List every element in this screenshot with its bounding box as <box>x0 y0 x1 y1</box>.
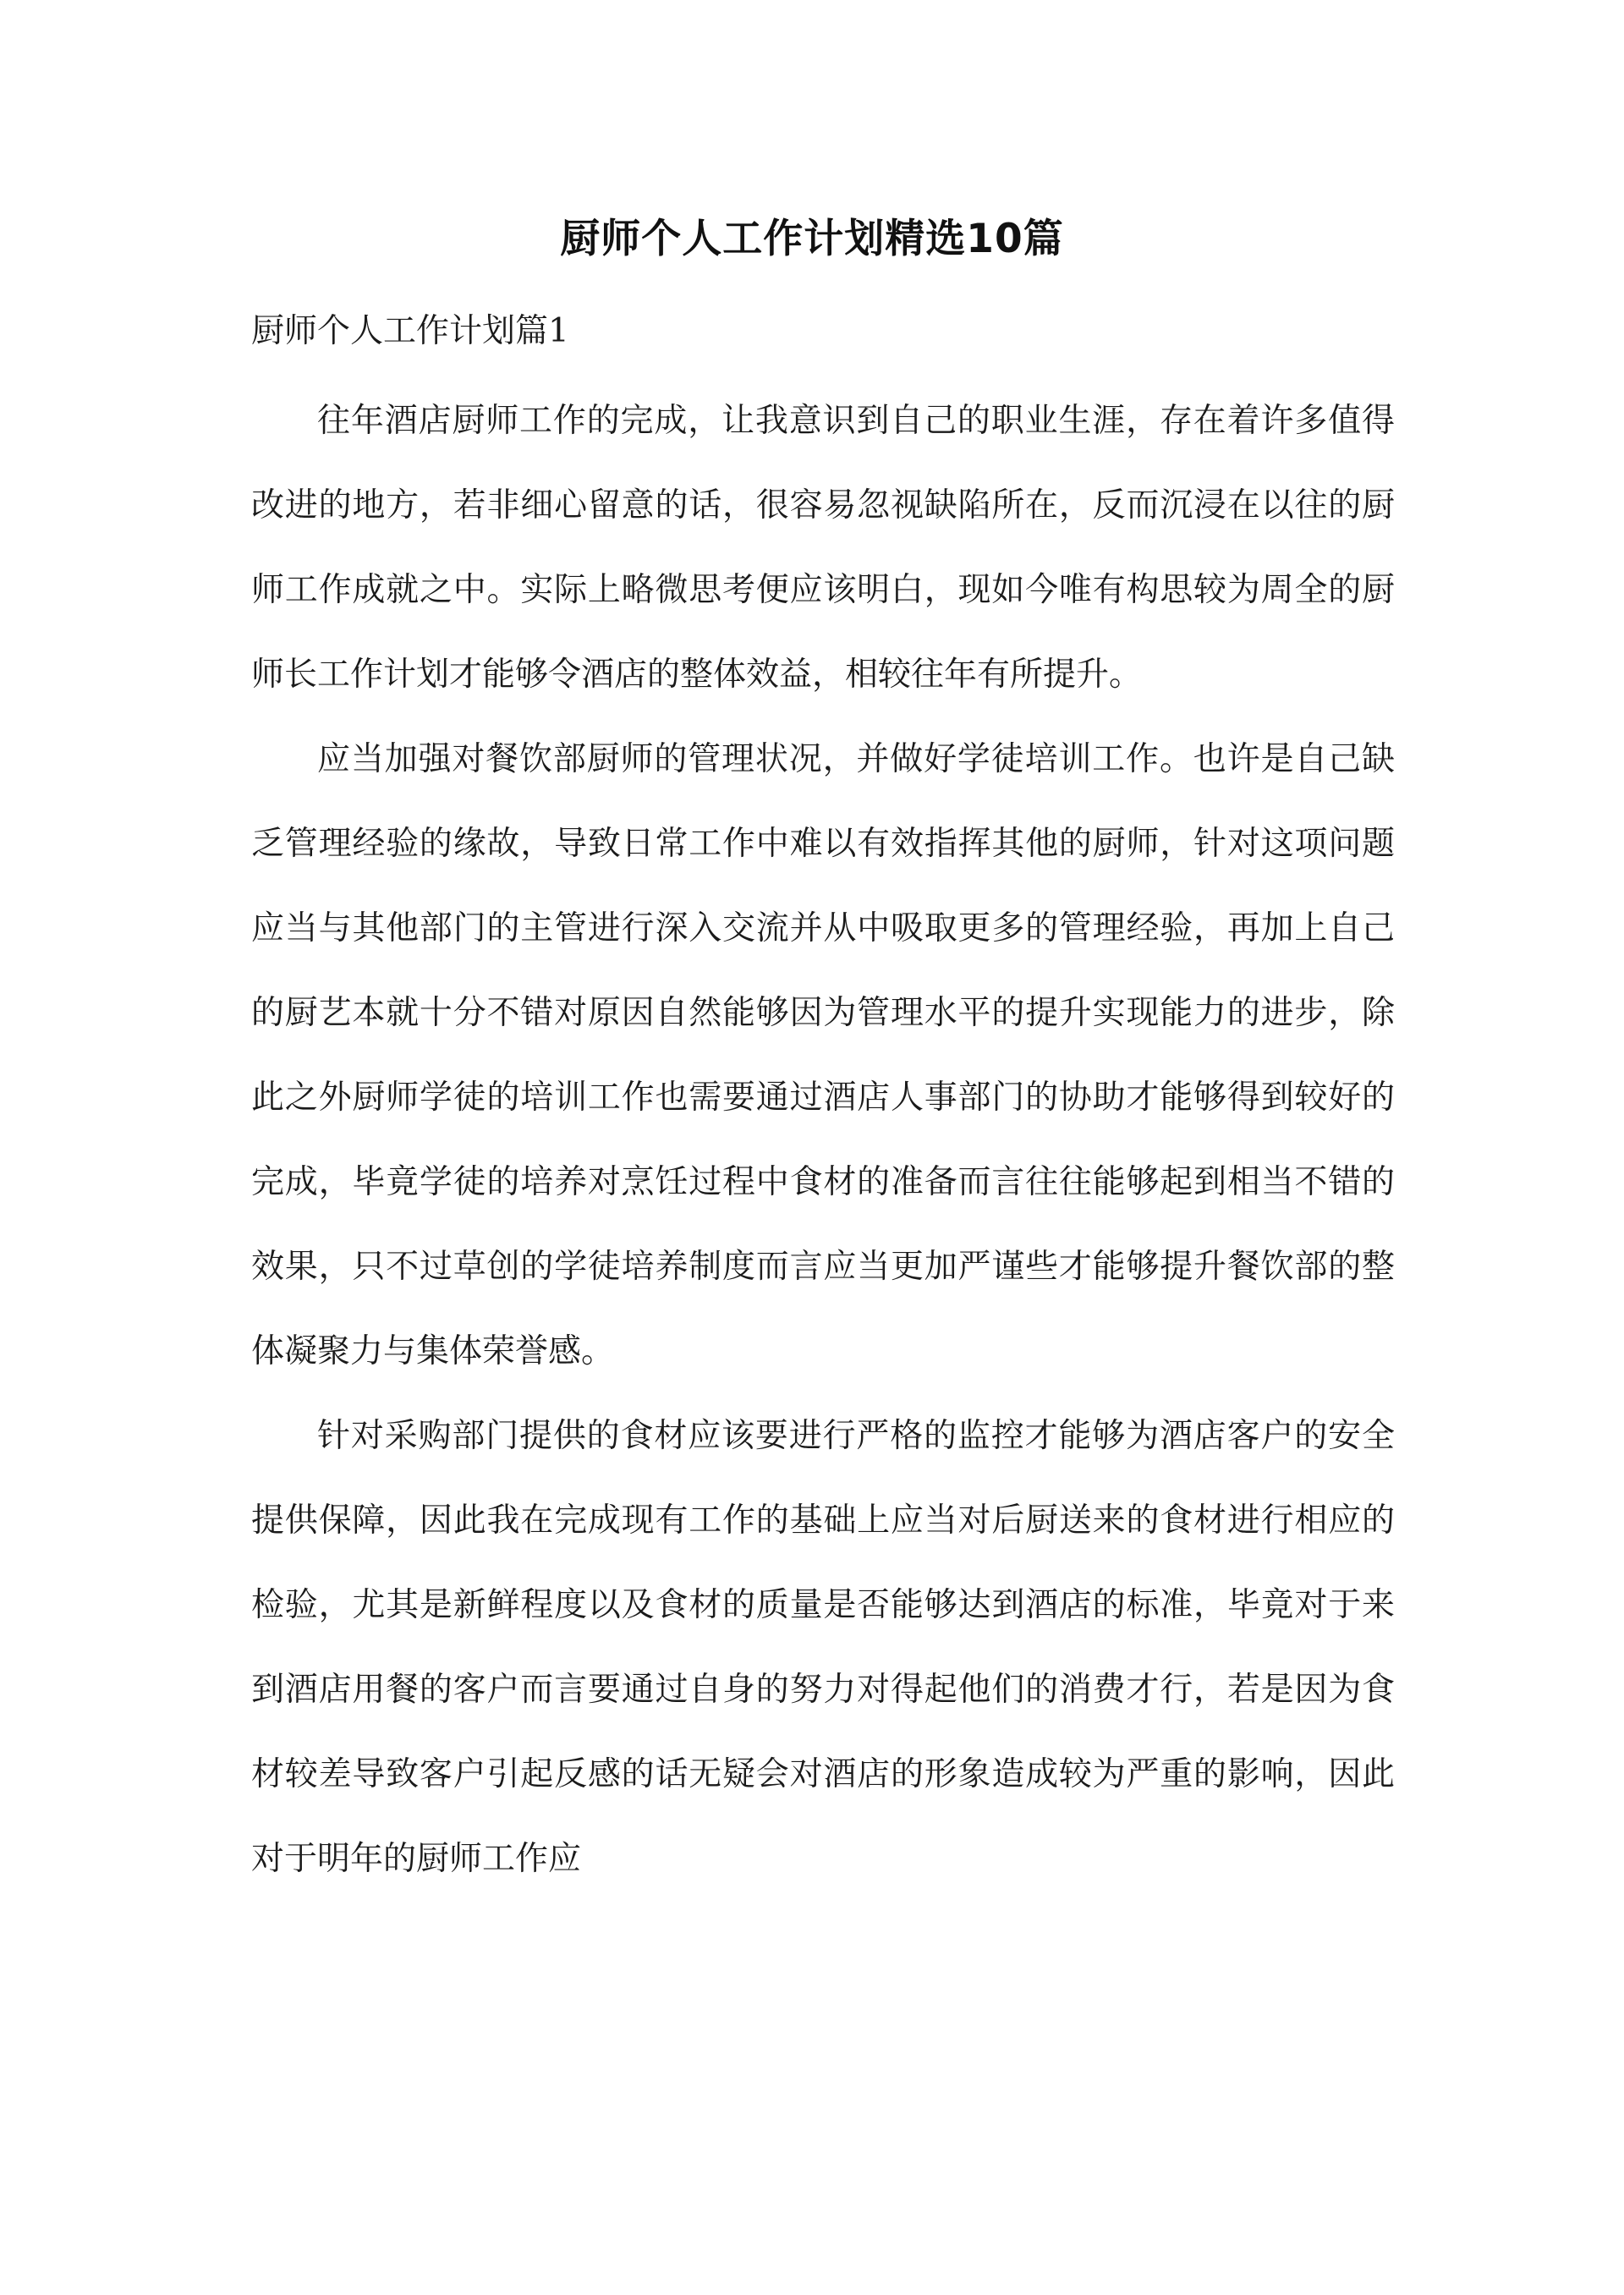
paragraph-2: 应当加强对餐饮部厨师的管理状况，并做好学徒培训工作。也许是自己缺乏管理经验的缘故，导致日常工作中难以有效指挥其他的厨师，针对这项问题应当与其他部门的主管进行深入交流并从中吸取更多的管理经验，再加上自己的厨艺本就十分不错对原因自然能够因为管理水平的提升实现能力的进步，除此之外厨师学徒的培训工作也需要通过酒店人事部门的协助才能够得到较好的完成，毕竟学徒的培养对烹饪过程中食材的准备而言往往能够起到相当不错的效果，只不过草创的学徒培养制度而言应当更加严谨些才能够提升餐饮部的整体凝聚力与集体荣誉感。 <box>251 740 1395 1370</box>
document-title: 厨师个人工作计划精选10篇 <box>560 216 1064 262</box>
document-body <box>251 298 1395 1902</box>
section-heading: 厨师个人工作计划篇1 <box>251 312 569 350</box>
paragraph-1: 往年酒店厨师工作的完成，让我意识到自己的职业生涯，存在着许多值得改进的地方，若非细心留意的话，很容易忽视缺陷所在，反而沉浸在以往的厨师工作成就之中。实际上略微思考便应该明白，现如今唯有构思较为周全的厨师长工作计划才能够令酒店的整体效益，相较往年有所提升。 <box>251 402 1395 694</box>
paragraph-3: 针对采购部门提供的食材应该要进行严格的监控才能够为酒店客户的安全提供保障，因此我在完成现有工作的基础上应当对后厨送来的食材进行相应的检验，尤其是新鲜程度以及食材的质量是否能够达到酒店的标准，毕竟对于来到酒店用餐的客户而言要通过自身的努力对得起他们的消费才行，若是因为食材较差导致客户引起反感的话无疑会对酒店的形象造成较为严重的影响，因此对于明年的厨师工作应 <box>251 1417 1395 1878</box>
